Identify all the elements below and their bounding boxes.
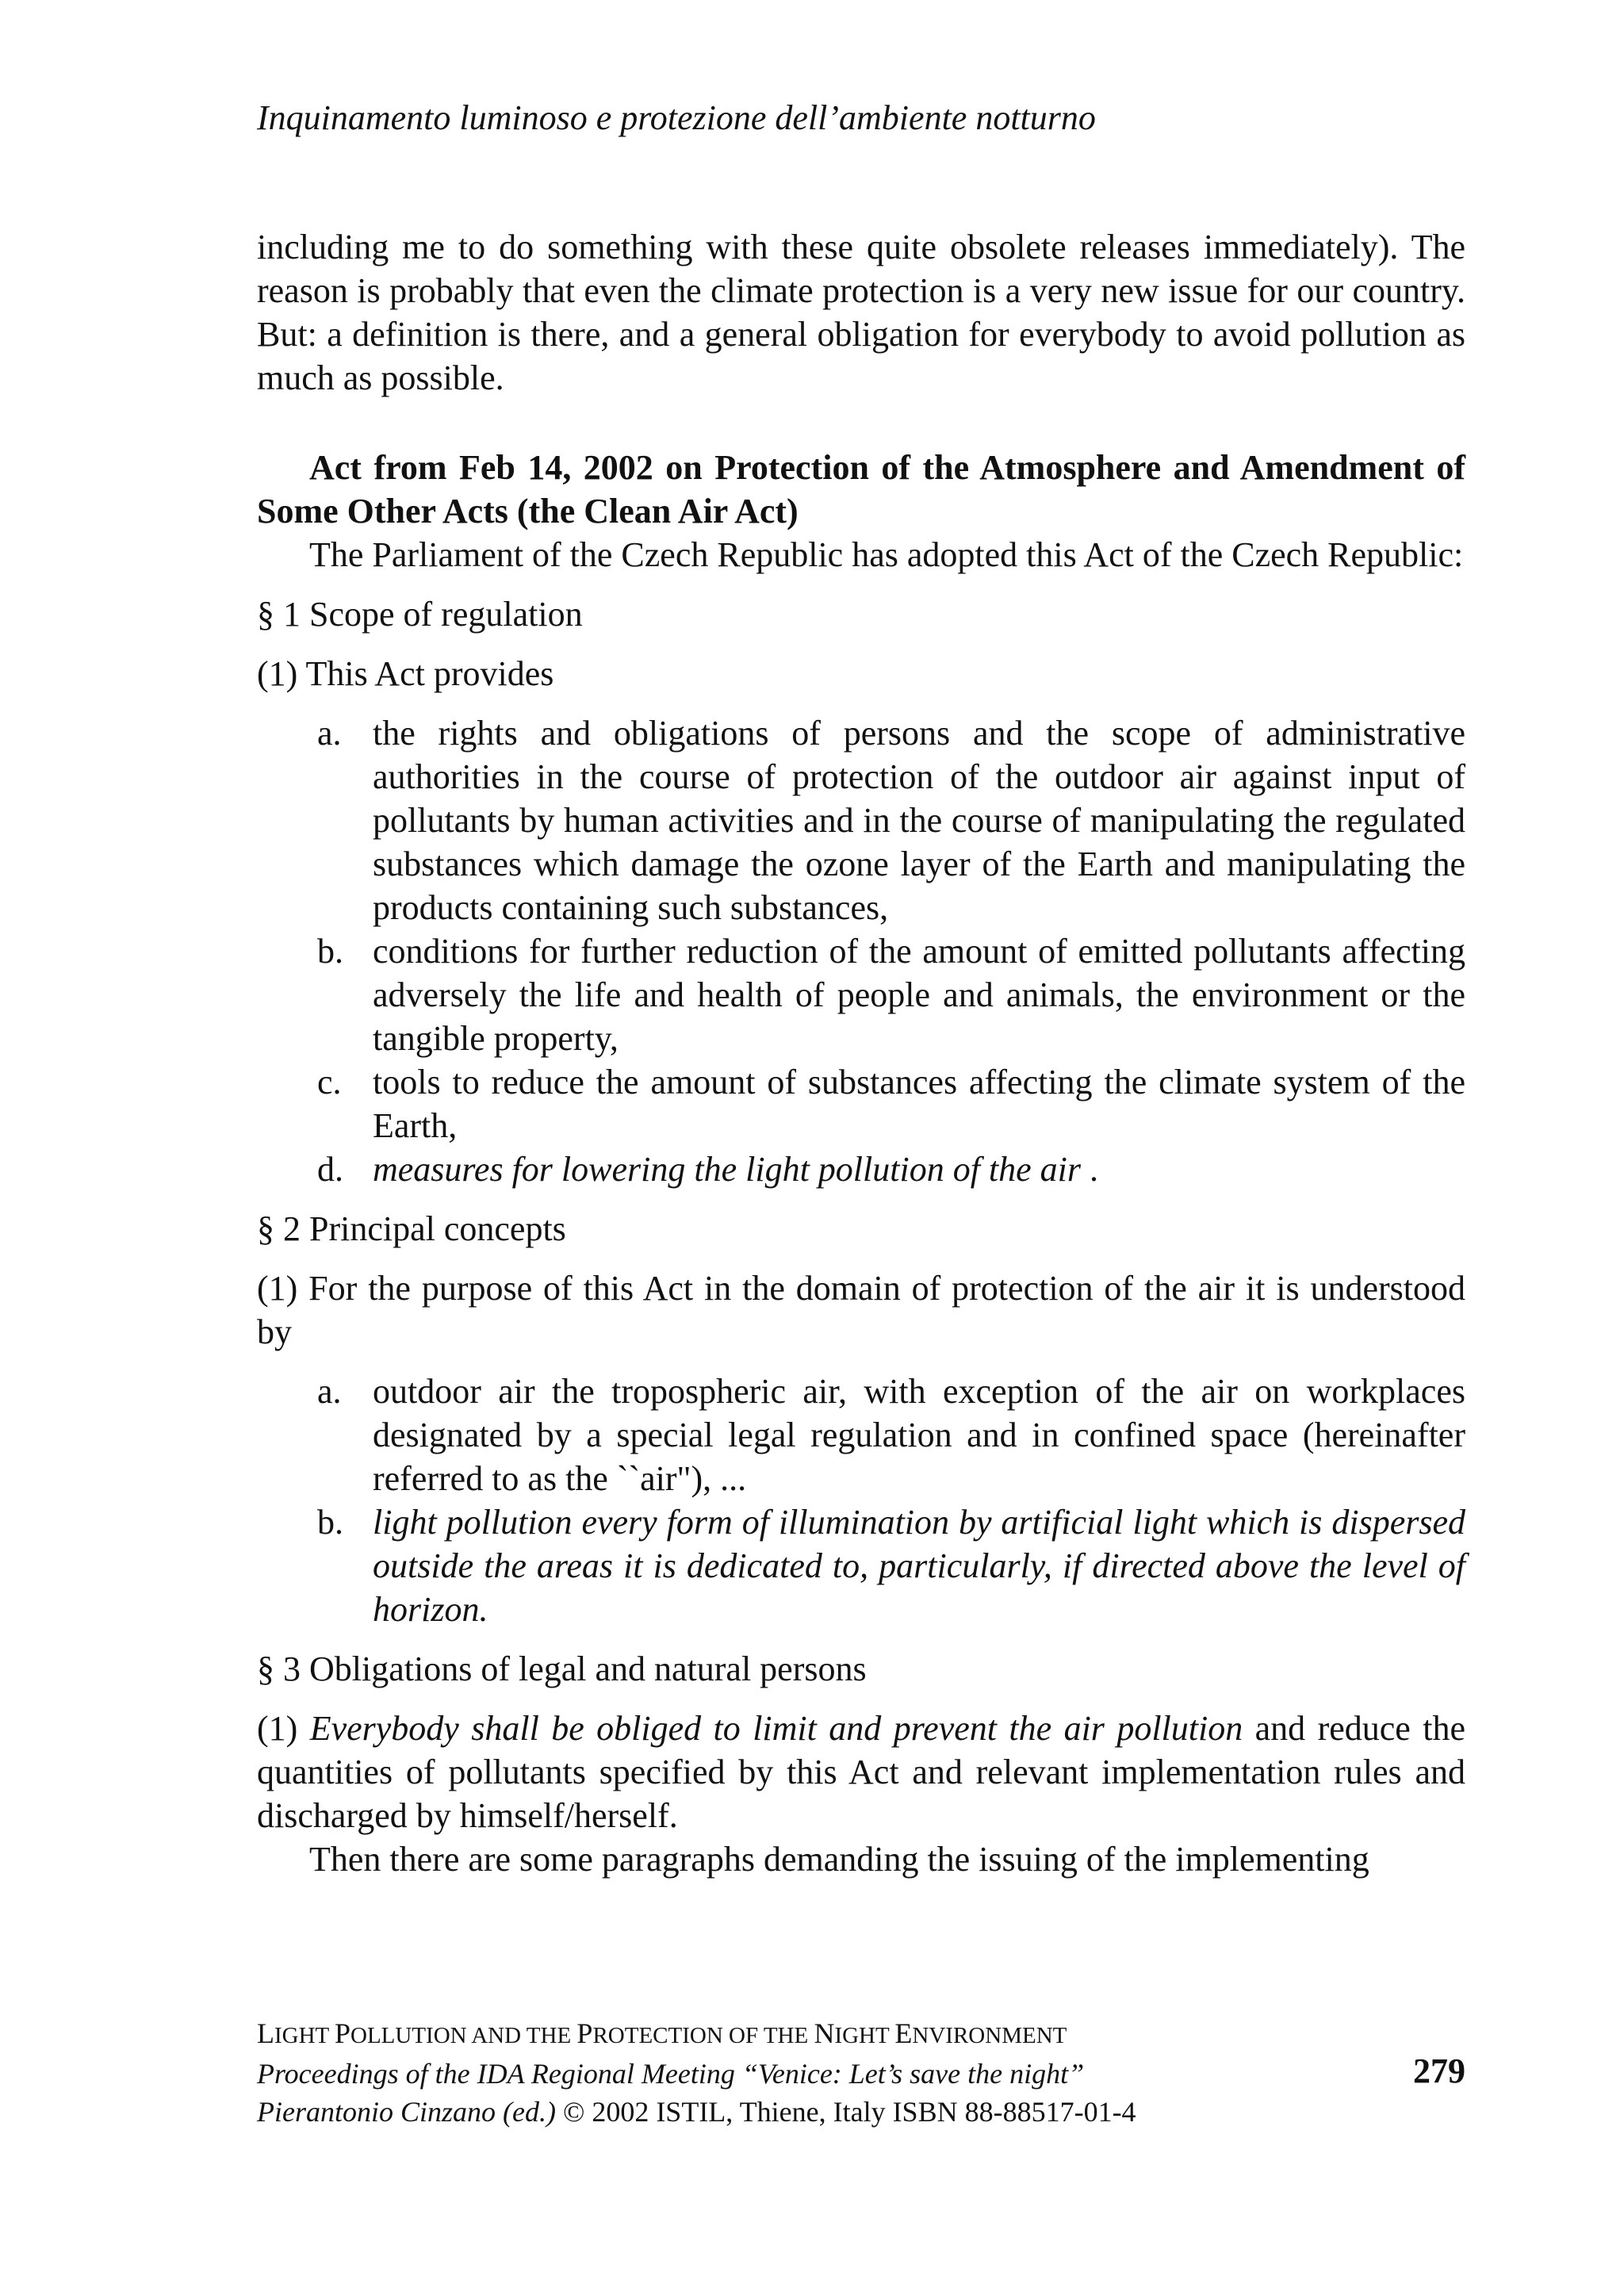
list-item xyxy=(257,711,1465,929)
section-1-heading: § 1 Scope of regulation xyxy=(257,595,583,634)
section-1-clause: (1) This Act provides xyxy=(257,654,554,693)
footer-publisher: © 2002 ISTIL, Thiene, Italy ISBN 88-88517-01-4 xyxy=(555,2096,1136,2128)
list-item xyxy=(257,1147,1465,1191)
section-2-list xyxy=(257,1370,1465,1631)
series-title-rest: IGHT xyxy=(834,2023,895,2048)
series-title-initial: P xyxy=(576,2017,593,2049)
running-header: Inquinamento luminoso e protezione dell’ambiente notturno xyxy=(257,98,1096,137)
list-marker: d. xyxy=(317,1150,343,1189)
series-title-initial: E xyxy=(894,2017,913,2049)
adoption-sentence: The Parliament of the Czech Republic has adopted this Act of the Czech Republic: xyxy=(309,535,1464,574)
list-item-trailing-text: . xyxy=(1081,1150,1099,1189)
list-item-text: conditions for further reduction of the amount of emitted pollutants affecting adversely the life and health of people and animals, the environment or the tangible property, xyxy=(373,932,1465,1058)
list-item-italic-text: light pollution every form of illumination by artificial light which is dispersed outside the areas it is dedicated to, particularly, if directed above the level of horizon. xyxy=(373,1503,1465,1629)
list-item-text: the rights and obligations of persons and the scope of administrative authorities in the course of protection of the outdoor air against input of pollutants by human activities and in the course of manipulating the regulated substances which damage the ozone layer of the Earth and manipulating the products containing such substances, xyxy=(373,714,1465,927)
list-marker: a. xyxy=(317,1372,342,1411)
footer-publication-info xyxy=(257,2093,1465,2131)
series-title-rest: ROTECTION OF THE xyxy=(592,2023,814,2048)
section-3-clause-prefix: (1) xyxy=(257,1709,310,1748)
section-3-clause-italic: Everybody shall be obliged to limit and prevent the air pollution xyxy=(309,1709,1243,1748)
section-3-clause-rest: and reduce the quantities of pollutants specified by this Act and relevant implementation rules and discharged by himself/herself. xyxy=(257,1709,1465,1835)
list-marker: a. xyxy=(317,714,342,753)
section-3-clause xyxy=(257,1707,1465,1837)
list-item xyxy=(257,1500,1465,1631)
list-item-text: outdoor air the tropospheric air, with exception of the air on workplaces designated by a special legal regulation and in confined space (hereinafter referred to as the ``air"), ... xyxy=(373,1372,1465,1498)
list-item xyxy=(257,1060,1465,1147)
list-marker: b. xyxy=(317,1503,343,1542)
footer-proceedings: Proceedings of the IDA Regional Meeting “Venice: Let’s save the night” xyxy=(257,2058,1085,2090)
series-title-initial: L xyxy=(257,2017,274,2049)
series-title-rest: NVIRONMENT xyxy=(912,2023,1067,2048)
series-title-initial: P xyxy=(334,2017,351,2049)
body-text xyxy=(257,225,1465,1881)
list-item-italic-text: measures for lowering the light pollution of the air xyxy=(373,1150,1082,1189)
section-2-clause: (1) For the purpose of this Act in the domain of protection of the air it is understood by xyxy=(257,1269,1465,1351)
list-item-text xyxy=(373,1147,1465,1191)
series-title-rest: IGHT xyxy=(274,2023,335,2048)
list-item-text: tools to reduce the amount of substances affecting the climate system of the Earth, xyxy=(373,1063,1465,1145)
list-marker: c. xyxy=(317,1063,342,1101)
footer-editor: Pierantonio Cinzano (ed.) xyxy=(257,2096,556,2128)
closing-paragraph: Then there are some paragraphs demanding the issuing of the implementing xyxy=(309,1840,1369,1879)
section-3-heading: § 3 Obligations of legal and natural persons xyxy=(257,1649,867,1688)
section-2-heading: § 2 Principal concepts xyxy=(257,1209,566,1248)
series-title-initial: N xyxy=(814,2017,835,2049)
footer-series-title xyxy=(257,2014,1465,2055)
act-title: Act from Feb 14, 2002 on Protection of the Atmosphere and Amendment of Some Other Acts (the Clean Air Act) xyxy=(257,448,1465,531)
document-page xyxy=(257,0,1465,2291)
series-title-rest: OLLUTION AND THE xyxy=(350,2023,577,2048)
list-item xyxy=(257,1370,1465,1500)
page-number: 279 xyxy=(1413,2052,1465,2090)
section-1-list xyxy=(257,711,1465,1191)
page-footer xyxy=(257,2014,1465,2131)
list-marker: b. xyxy=(317,932,343,971)
intro-paragraph: including me to do something with these quite obsolete releases immediately). The reason is probably that even the climate protection is a very new issue for our country. But: a definition is there, and a general obligation for everybody to avoid pollution as much as possible. xyxy=(257,228,1465,397)
list-item xyxy=(257,929,1465,1060)
